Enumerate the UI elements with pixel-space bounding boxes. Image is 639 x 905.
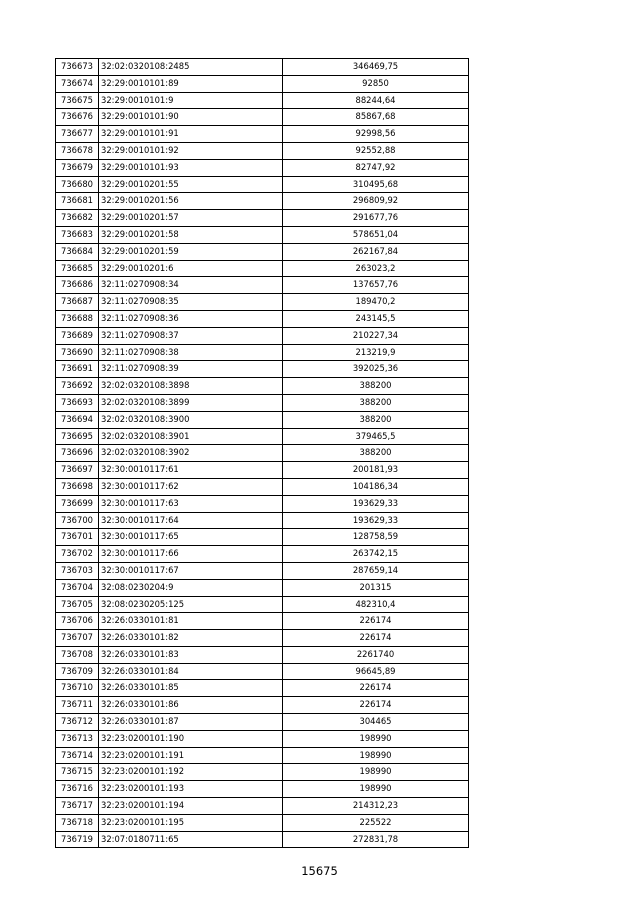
table-row [56, 310, 469, 327]
cadastral-number-cell: 32:29:0010201:59 [99, 243, 283, 260]
row-number-cell: 736700 [56, 512, 99, 529]
value-cell: 578651,04 [283, 226, 469, 243]
table-row [56, 327, 469, 344]
row-number-cell: 736714 [56, 747, 99, 764]
table-row [56, 478, 469, 495]
row-number-cell: 736707 [56, 630, 99, 647]
table-row [56, 781, 469, 798]
value-cell: 226174 [283, 613, 469, 630]
table-row [56, 59, 469, 76]
value-cell: 272831,78 [283, 831, 469, 848]
table-row [56, 193, 469, 210]
table-row [56, 495, 469, 512]
row-number-cell: 736719 [56, 831, 99, 848]
value-cell: 310495,68 [283, 176, 469, 193]
page-number: 15675 [301, 864, 338, 878]
value-cell: 96645,89 [283, 663, 469, 680]
cadastral-number-cell: 32:23:0200101:195 [99, 814, 283, 831]
cadastral-number-cell: 32:26:0330101:82 [99, 630, 283, 647]
value-cell: 379465,5 [283, 428, 469, 445]
value-cell: 201315 [283, 579, 469, 596]
row-number-cell: 736677 [56, 126, 99, 143]
table-row [56, 210, 469, 227]
table-row [56, 798, 469, 815]
cadastral-number-cell: 32:11:0270908:37 [99, 327, 283, 344]
table-row [56, 747, 469, 764]
cadastral-number-cell: 32:26:0330101:86 [99, 697, 283, 714]
row-number-cell: 736718 [56, 814, 99, 831]
cadastral-number-cell: 32:30:0010117:65 [99, 529, 283, 546]
value-cell: 210227,34 [283, 327, 469, 344]
value-cell: 82747,92 [283, 159, 469, 176]
row-number-cell: 736712 [56, 714, 99, 731]
cadastral-number-cell: 32:29:0010201:58 [99, 226, 283, 243]
value-cell: 388200 [283, 411, 469, 428]
cadastral-number-cell: 32:30:0010117:66 [99, 546, 283, 563]
cadastral-number-cell: 32:29:0010101:93 [99, 159, 283, 176]
row-number-cell: 736702 [56, 546, 99, 563]
row-number-cell: 736709 [56, 663, 99, 680]
table-row [56, 75, 469, 92]
cadastral-number-cell: 32:29:0010101:9 [99, 92, 283, 109]
table-row [56, 462, 469, 479]
table-row [56, 92, 469, 109]
cadastral-number-cell: 32:23:0200101:193 [99, 781, 283, 798]
table-row [56, 361, 469, 378]
table-row [56, 579, 469, 596]
table-row [56, 243, 469, 260]
value-cell: 104186,34 [283, 478, 469, 495]
value-cell: 193629,33 [283, 495, 469, 512]
cadastral-number-cell: 32:26:0330101:85 [99, 680, 283, 697]
value-cell: 198990 [283, 781, 469, 798]
cadastral-number-cell: 32:30:0010117:62 [99, 478, 283, 495]
table-row [56, 344, 469, 361]
row-number-cell: 736689 [56, 327, 99, 344]
cadastral-number-cell: 32:11:0270908:34 [99, 277, 283, 294]
table-row [56, 411, 469, 428]
cadastral-number-cell: 32:29:0010201:56 [99, 193, 283, 210]
row-number-cell: 736717 [56, 798, 99, 815]
row-number-cell: 736681 [56, 193, 99, 210]
table-row [56, 831, 469, 848]
value-cell: 287659,14 [283, 562, 469, 579]
table-row [56, 764, 469, 781]
value-cell: 225522 [283, 814, 469, 831]
row-number-cell: 736711 [56, 697, 99, 714]
table-row [56, 445, 469, 462]
row-number-cell: 736696 [56, 445, 99, 462]
cadastral-number-cell: 32:07:0180711:65 [99, 831, 283, 848]
table-row [56, 512, 469, 529]
value-cell: 226174 [283, 680, 469, 697]
row-number-cell: 736691 [56, 361, 99, 378]
row-number-cell: 736690 [56, 344, 99, 361]
value-cell: 85867,68 [283, 109, 469, 126]
table-row [56, 730, 469, 747]
value-cell: 226174 [283, 697, 469, 714]
table-row [56, 109, 469, 126]
value-cell: 128758,59 [283, 529, 469, 546]
table-row [56, 646, 469, 663]
cadastral-number-cell: 32:29:0010101:92 [99, 142, 283, 159]
table-row [56, 260, 469, 277]
data-table [55, 58, 469, 848]
cadastral-number-cell: 32:02:0320108:2485 [99, 59, 283, 76]
row-number-cell: 736713 [56, 730, 99, 747]
cadastral-number-cell: 32:26:0330101:83 [99, 646, 283, 663]
value-cell: 388200 [283, 445, 469, 462]
table-row [56, 596, 469, 613]
cadastral-number-cell: 32:26:0330101:81 [99, 613, 283, 630]
value-cell: 92850 [283, 75, 469, 92]
row-number-cell: 736697 [56, 462, 99, 479]
row-number-cell: 736706 [56, 613, 99, 630]
table-row [56, 630, 469, 647]
row-number-cell: 736693 [56, 394, 99, 411]
row-number-cell: 736673 [56, 59, 99, 76]
cadastral-number-cell: 32:02:0320108:3901 [99, 428, 283, 445]
value-cell: 296809,92 [283, 193, 469, 210]
value-cell: 200181,93 [283, 462, 469, 479]
row-number-cell: 736694 [56, 411, 99, 428]
row-number-cell: 736716 [56, 781, 99, 798]
row-number-cell: 736705 [56, 596, 99, 613]
row-number-cell: 736675 [56, 92, 99, 109]
table-row [56, 562, 469, 579]
row-number-cell: 736701 [56, 529, 99, 546]
row-number-cell: 736678 [56, 142, 99, 159]
value-cell: 198990 [283, 730, 469, 747]
table-row [56, 294, 469, 311]
cadastral-number-cell: 32:11:0270908:38 [99, 344, 283, 361]
row-number-cell: 736704 [56, 579, 99, 596]
row-number-cell: 736686 [56, 277, 99, 294]
table-row [56, 378, 469, 395]
value-cell: 198990 [283, 764, 469, 781]
table-row [56, 613, 469, 630]
value-cell: 92552,88 [283, 142, 469, 159]
cadastral-number-cell: 32:26:0330101:87 [99, 714, 283, 731]
cadastral-number-cell: 32:30:0010117:64 [99, 512, 283, 529]
cadastral-number-cell: 32:23:0200101:190 [99, 730, 283, 747]
table-body [56, 59, 469, 848]
value-cell: 388200 [283, 378, 469, 395]
cadastral-number-cell: 32:02:0320108:3899 [99, 394, 283, 411]
cadastral-number-cell: 32:26:0330101:84 [99, 663, 283, 680]
row-number-cell: 736679 [56, 159, 99, 176]
cadastral-number-cell: 32:23:0200101:194 [99, 798, 283, 815]
table-row [56, 814, 469, 831]
table-row [56, 126, 469, 143]
value-cell: 214312,23 [283, 798, 469, 815]
value-cell: 92998,56 [283, 126, 469, 143]
row-number-cell: 736683 [56, 226, 99, 243]
table-row [56, 714, 469, 731]
value-cell: 304465 [283, 714, 469, 731]
row-number-cell: 736715 [56, 764, 99, 781]
cadastral-number-cell: 32:23:0200101:191 [99, 747, 283, 764]
table-row [56, 176, 469, 193]
row-number-cell: 736695 [56, 428, 99, 445]
cadastral-number-cell: 32:02:0320108:3898 [99, 378, 283, 395]
cadastral-number-cell: 32:30:0010117:61 [99, 462, 283, 479]
table-row [56, 663, 469, 680]
table-row [56, 697, 469, 714]
row-number-cell: 736692 [56, 378, 99, 395]
cadastral-number-cell: 32:02:0320108:3902 [99, 445, 283, 462]
value-cell: 262167,84 [283, 243, 469, 260]
table-row [56, 277, 469, 294]
row-number-cell: 736680 [56, 176, 99, 193]
value-cell: 243145,5 [283, 310, 469, 327]
row-number-cell: 736699 [56, 495, 99, 512]
value-cell: 137657,76 [283, 277, 469, 294]
cadastral-number-cell: 32:11:0270908:39 [99, 361, 283, 378]
table-row [56, 226, 469, 243]
value-cell: 213219,9 [283, 344, 469, 361]
row-number-cell: 736688 [56, 310, 99, 327]
table-row [56, 546, 469, 563]
cadastral-number-cell: 32:30:0010117:67 [99, 562, 283, 579]
cadastral-number-cell: 32:30:0010117:63 [99, 495, 283, 512]
value-cell: 388200 [283, 394, 469, 411]
value-cell: 2261740 [283, 646, 469, 663]
value-cell: 482310,4 [283, 596, 469, 613]
value-cell: 263023,2 [283, 260, 469, 277]
value-cell: 88244,64 [283, 92, 469, 109]
row-number-cell: 736682 [56, 210, 99, 227]
row-number-cell: 736684 [56, 243, 99, 260]
value-cell: 189470,2 [283, 294, 469, 311]
table-row [56, 428, 469, 445]
table-row [56, 159, 469, 176]
cadastral-number-cell: 32:29:0010201:6 [99, 260, 283, 277]
row-number-cell: 736703 [56, 562, 99, 579]
value-cell: 263742,15 [283, 546, 469, 563]
row-number-cell: 736710 [56, 680, 99, 697]
row-number-cell: 736698 [56, 478, 99, 495]
cadastral-number-cell: 32:11:0270908:35 [99, 294, 283, 311]
value-cell: 346469,75 [283, 59, 469, 76]
cadastral-number-cell: 32:29:0010101:91 [99, 126, 283, 143]
table-row [56, 680, 469, 697]
row-number-cell: 736687 [56, 294, 99, 311]
cadastral-number-cell: 32:23:0200101:192 [99, 764, 283, 781]
value-cell: 392025,36 [283, 361, 469, 378]
cadastral-number-cell: 32:02:0320108:3900 [99, 411, 283, 428]
table-row [56, 529, 469, 546]
row-number-cell: 736674 [56, 75, 99, 92]
value-cell: 226174 [283, 630, 469, 647]
cadastral-number-cell: 32:29:0010201:57 [99, 210, 283, 227]
value-cell: 193629,33 [283, 512, 469, 529]
cadastral-number-cell: 32:29:0010101:89 [99, 75, 283, 92]
cadastral-number-cell: 32:11:0270908:36 [99, 310, 283, 327]
row-number-cell: 736676 [56, 109, 99, 126]
table-row [56, 394, 469, 411]
cadastral-number-cell: 32:08:0230204:9 [99, 579, 283, 596]
table-row [56, 142, 469, 159]
cadastral-number-cell: 32:29:0010201:55 [99, 176, 283, 193]
cadastral-number-cell: 32:08:0230205:125 [99, 596, 283, 613]
row-number-cell: 736685 [56, 260, 99, 277]
cadastral-number-cell: 32:29:0010101:90 [99, 109, 283, 126]
value-cell: 198990 [283, 747, 469, 764]
value-cell: 291677,76 [283, 210, 469, 227]
row-number-cell: 736708 [56, 646, 99, 663]
